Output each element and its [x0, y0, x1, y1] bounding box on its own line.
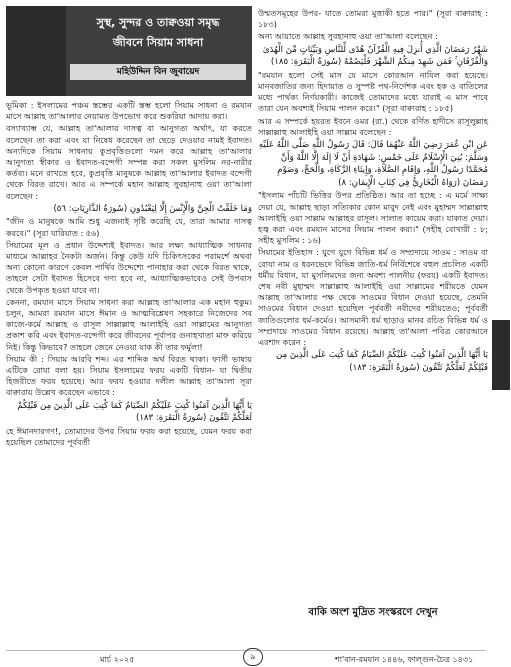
paragraph: কেননা, রমযান মাসে সিয়াম সাধনা করা আল্লাহ তা'আলার এক মহান হুকুম। চলুন, আমরা রমযান মাসে ঈমান ও আত্মবিশ্লেষণ সহকারে নিজেদের সব কাজে-কর্মে আল্লাহ ও রাসূল সাল্লাল্লাহু আলাইহি ওয়া সাল্লামের আনুগত্য প্রকাশ করি এবং ইবাদত-বন্দেগী করে জীবনের পূর্বাপর গুনাহখাতা মাফ করিয়ে নিই। কিন্তু কিভাবে? তাহলে জেনে নেওয়া যাক কী তার ফর্মুলা!	[6, 296, 252, 352]
mosque-image	[6, 6, 66, 96]
footer-issue: শা'বান-রমযান ১৪৪৬, ফাল্গুন-চৈত্র ১৪৩১	[335, 655, 474, 664]
article-header-banner	[6, 6, 252, 96]
arabic-verse: يَا أَيُّهَا الَّذِينَ آمَنُوا كُتِبَ عَلَيْكُمُ الصِّيَامُ كَمَا كُتِبَ عَلَى الَّذِينَ مِن قَبْلِكُمْ لَعَلَّكُمْ تَتَّقُونَ (سُورَةُ الْبَقَرَةِ: ١٨٣)	[276, 350, 488, 373]
paragraph: "জীন ও মানুষকে আমি শুধু এজন্যই সৃষ্টি করেছি যে, তারা আমার দাসত্ব করবে।" (সূরা যারিয়াত : ৫৬)	[6, 216, 252, 238]
paragraph: আর এ সম্পর্কে হযরত ইবনে ওমর (রা.) থেকে বর্ণিত হাদীসে রাসূলুল্লাহ সাল্লাল্লাহু আলাইহি ওয়া সাল্লাম বলেছেন :	[258, 115, 488, 137]
magazine-side-tab	[492, 320, 510, 390]
left-text-column	[6, 100, 252, 449]
paragraph: বস্যাখ্যাম্ভ যে, আল্লাহ তা'আলার দাসত্ব বা আনুগত্য অর্থাৎ, যা করতে বলেছেন তা করা এবং যা নিষেধ করেছেন তা ছেড়ে দেওয়ার নামই ইবাদত। অন্যদিকে সিয়াম সাধনায় কুপ্রবৃত্তিগুলো দমন করে আল্লাহ তা'আলার আনুগত্য স্বীকার ও ইবাদত-বন্দেগী সম্পন্ন করা সকল মুসলিম নর-নারীর কর্তব্য। মনে রাখতে হবে, কুপ্রবৃত্তি মানুষকে আল্লাহ তা'আলার ইবাদত বন্দেগী থেকে বিরত রাখে। আর এ সম্পর্কে মহান আল্লাহ সুবহানাহু ওয়া তা'আলা বলেছেন :	[6, 123, 252, 201]
paragraph: অন্য আয়াতে আল্লাহ সুবহানাহু ওয়া তা'আলা বলেছেন :	[258, 31, 438, 42]
arabic-verse: يَا أَيُّهَا الَّذِينَ آمَنُوا كُتِبَ عَلَيْكُمُ الصِّيَامُ كَمَا كُتِبَ عَلَى الَّذِينَ مِن قَبْلِكُمْ لَعَلَّكُمْ تَتَّقُونَ (سُورَةُ الْبَقَرَةِ: ١٨٣)	[17, 400, 252, 424]
footer-date: মার্চ ২০২৫	[100, 655, 135, 664]
article-title-line1: সুস্থ, সুন্দর ও তাক্বওয়া সমৃদ্ধ	[96, 16, 220, 29]
arabic-verse: وَمَا خَلَقْتُ الْجِنَّ وَالْإِنْسَ إِلَّا لِيَعْبُدُونِ (سُورَةُ الذَّارِيَاتِ: ٥٦)	[53, 203, 252, 214]
paragraph: সিয়াম কী : সিয়াম আরবি শব্দ। এর শাব্দিক অর্থ বিরত থাকা। ফার্সী ভাষায় এটিকে রোযা বলা হয়। সিয়াম ইসলামের ফরয একটি বিধান- যা দ্বিতীয় হিজরীতে ফরয হয়েছে। আর ফরয হওয়ার দলীল আল্লাহ তা'আলা সূরা বাক্বারায় উল্লেখ করেছেন এভাবে :	[6, 353, 252, 398]
paragraph: সিয়ামের ইতিহাস : যুগে যুগে বিভিন্ন ধর্ম ও সম্প্রদায়ে সাওম : সাওম বা রোযা নাম ও ধরনভেদে বিভিন্ন জাতি-ধর্ম নির্বিশেষে বহুল প্রচলিত একটি ধর্মীয় বিধান, যা মুসলিমদের জন্য অবশ্য পালনীয় (ফরয) একটি ইবাদত। শেষ নবী মুহাম্মদ সাল্লাল্লাহু আলাইহি ওয়া সাল্লামের শরীয়তে যেমন আল্লাহ তা'আলার পক্ষ থেকে সাওমের বিধান দেওয়া হয়েছে, তেমনি সাওমের বিধান দেওয়া হয়েছিল পূর্ববর্তী নবীদের শরীয়তেও; পূর্ববর্তী জাতিগুলোর ধর্ম-কর্মেও। আসমানী ধর্ম ছাড়াও মানব রচিত বিভিন্ন ধর্ম ও সম্প্রদায়ে সাওমের বিধান রয়েছে। আল্লাহ তা'আলা পবিত্র কোরআনে এরশাদ করেন :	[258, 247, 488, 348]
paragraph: ভূমিকা : ইসলামের পঞ্চম স্তম্ভের একটি স্তম্ভ হলো সিয়াম সাধনা ও রমযান মাসে আল্লাহ তা'আলার নেয়ামত উপভোগ করে শুকরিয়া আদায় করা।	[6, 100, 252, 122]
paragraph: উম্মতসমূহের উপর- যাতে তোমরা মুত্তাকী হতে পার।" (সূরা বাক্বারাহ : ১৮৩)	[258, 8, 488, 30]
page-number: ৯	[243, 648, 263, 666]
paragraph: "ইসলাম পাঁচটি ভিত্তির উপর প্রতিষ্ঠিত। আর তা হচ্ছে : এ মর্মে সাক্ষ্য দেয়া যে, আল্লাহ ছাড়া সত্যিকার কোন মাবুদ নেই এবং মুহাম্মদ সাল্লাল্লাহু আলাইহি ওয়া সাল্লাম আল্লাহর রাসূল। সালাত কায়েম করা। যাকাত দেয়া। হজ্ব করা এবং রমযান মাসের সিয়াম পালন করা।" (সহীহ বোখারী : ৮; সহীহ মুসলিম : ১৬)	[258, 190, 488, 246]
right-text-column	[258, 8, 488, 375]
article-title-line2: জীবনে সিয়াম সাধনা	[112, 36, 204, 49]
paragraph: হে ঈমানদারগণ!, তোমাদের উপর সিয়াম ফরয করা হয়েছে, যেমন ফরয করা হয়েছিল তোমাদের পূর্ববর্তী	[6, 425, 252, 448]
arabic-verse: شَهْرُ رَمَضَانَ الَّذِي أُنزِلَ فِيهِ الْقُرْآنُ هُدًى لِّلنَّاسِ وَبَيِّنَاتٍ مِّنَ الْهُدَىٰ وَالْفُرْقَانِ ۚ فَمَن شَهِدَ مِنكُمُ الشَّهْرَ فَلْيَصُمْهُ (سُورَةُ الْبَقَرَةِ: ١٨٥)	[262, 44, 488, 68]
continuation-note: বাকি অংশ মুদ্রিত সংস্করণে দেখুন	[308, 607, 438, 618]
paragraph: "রমযান হলো সেই মাস যে মাসে কোরআন নাযিল করা হয়েছে। মানবজাতির জন্য হিদায়াত ও সুস্পষ্ট পথ-নির্দেশক এবং হক ও বাতিলের মধ্যে পার্থক্য নির্ণয়কারী। কাজেই তোমাদের মধ্যে যারাই এ মাস পাবে তারা যেন অবশ্যই সিয়াম পালন করে।" (সূরা বাক্বারাহ : ১৮৫)	[258, 69, 488, 114]
paragraph: সিয়ামের মূল ও প্রধান উদ্দেশ্যই ইবাদত। আর লক্ষ্য আধ্যাত্মিক সাধনার মাধ্যমে আল্লাহর নৈকট্য অর্জন। কিন্তু কেউ যদি চিকিৎসকের পরামর্শে অথবা অন্য কোনো কারণে কেবল পার্থিব উদ্দেশ্যে পানাহার করা থেকে বিরত থাকে, তাহলে সেটা ইবাদত হিসেবে গণ্য হবে না, আধ্যাত্মিকভাবেও সেই উপবাস থেকে উপকৃত হওয়া যাবে না।	[6, 239, 252, 295]
arabic-verse: عَنِ ابْنِ عُمَرَ رَضِيَ اللَّهُ عَنْهُمَا قَالَ: قَالَ رَسُولُ اللَّهِ صَلَّى اللَّهُ عَلَيْهِ وَسَلَّمَ: بُنِيَ الْإِسْلَامُ عَلَى خَمْسٍ: شَهَادَةِ أَنْ لَا إِلَهَ إِلَّا اللَّهُ وَأَنَّ مُحَمَّدًا رَسُولُ اللَّهِ، وَإِقَامِ الصَّلَاةِ، وَإِيتَاءِ الزَّكَاةِ، وَالْحَجِّ، وَصَوْمِ رَمَضَانَ (رَوَاهُ الْبُخَارِيُّ فِي كِتَابِ الْإِيمَانِ: ٨)	[258, 140, 488, 188]
article-author: মহিউদ্দিন বিন জুবায়েদ	[70, 64, 246, 80]
